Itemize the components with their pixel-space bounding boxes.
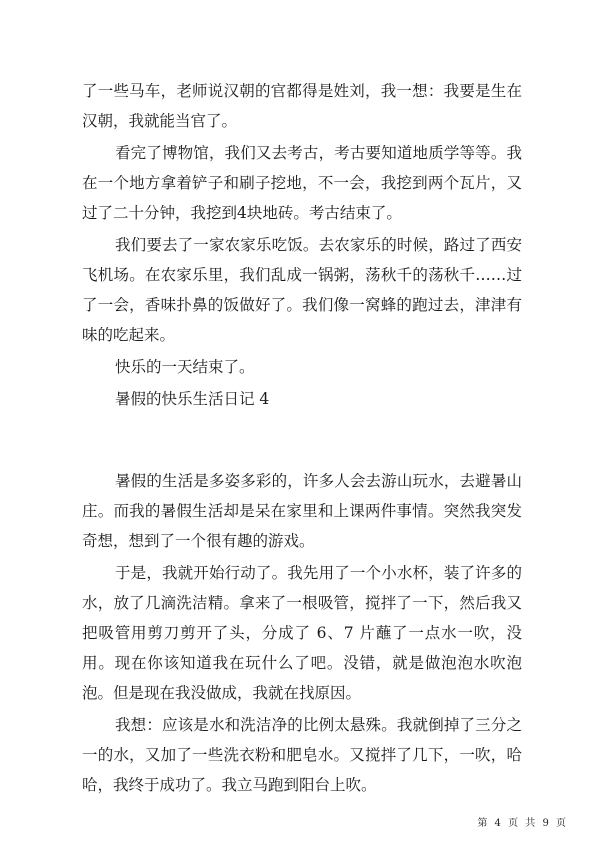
paragraph-3: 我们要去了一家农家乐吃饭。去农家乐的时候，路过了西安飞机场。在农家乐里，我们乱成一锅粥，荡秋千的荡秋千……过了一会，香味扑鼻的饭做好了。我们像一窝蜂的跑过去，津津有味的吃起来。 (82, 236, 522, 344)
paragraph-4: 快乐的一天结束了。 (115, 358, 255, 376)
section-spacer (82, 414, 522, 466)
section-title: 暑假的快乐生活日记 4 (115, 390, 270, 408)
paragraph-1: 了一些马车，老师说汉朝的官都得是姓刘，我一想：我要是生在汉朝，我就能当官了。 (82, 82, 522, 130)
paragraph-6: 于是，我就开始行动了。我先用了一个小水杯，装了许多的水，放了几滴洗洁精。拿来了一根吸管，搅拌了一下，然后我又把吸管用剪刀剪开了头，分成了 6、7 片蘸了一点水一吹，没用。现在你该知道我在玩什么了吧。没错，就是做泡泡水吹泡泡。但是现在我没做成，我就在找原因。 (82, 564, 522, 702)
paragraph-2: 看完了博物馆，我们又去考古，考古要知道地质学等等。我在一个地方拿着铲子和刷子挖地，不一会，我挖到两个瓦片，又过了二十分钟，我挖到4块地砖。考古结束了。 (82, 144, 522, 222)
paragraph-5: 暑假的生活是多姿多彩的，许多人会去游山玩水，去避暑山庄。而我的暑假生活却是呆在家里和上课两件事情。突然我突发奇想，想到了一个很有趣的游戏。 (82, 472, 522, 550)
paragraph-7: 我想：应该是水和洗洁净的比例太悬殊。我就倒掉了三分之一的水，又加了一些洗衣粉和肥皂水。又搅拌了几下，一吹，哈哈，我终于成功了。我立马跑到阳台上吹。 (82, 716, 522, 794)
document-body (82, 76, 522, 802)
page-number: 第 4 页 共 9 页 (477, 818, 568, 829)
